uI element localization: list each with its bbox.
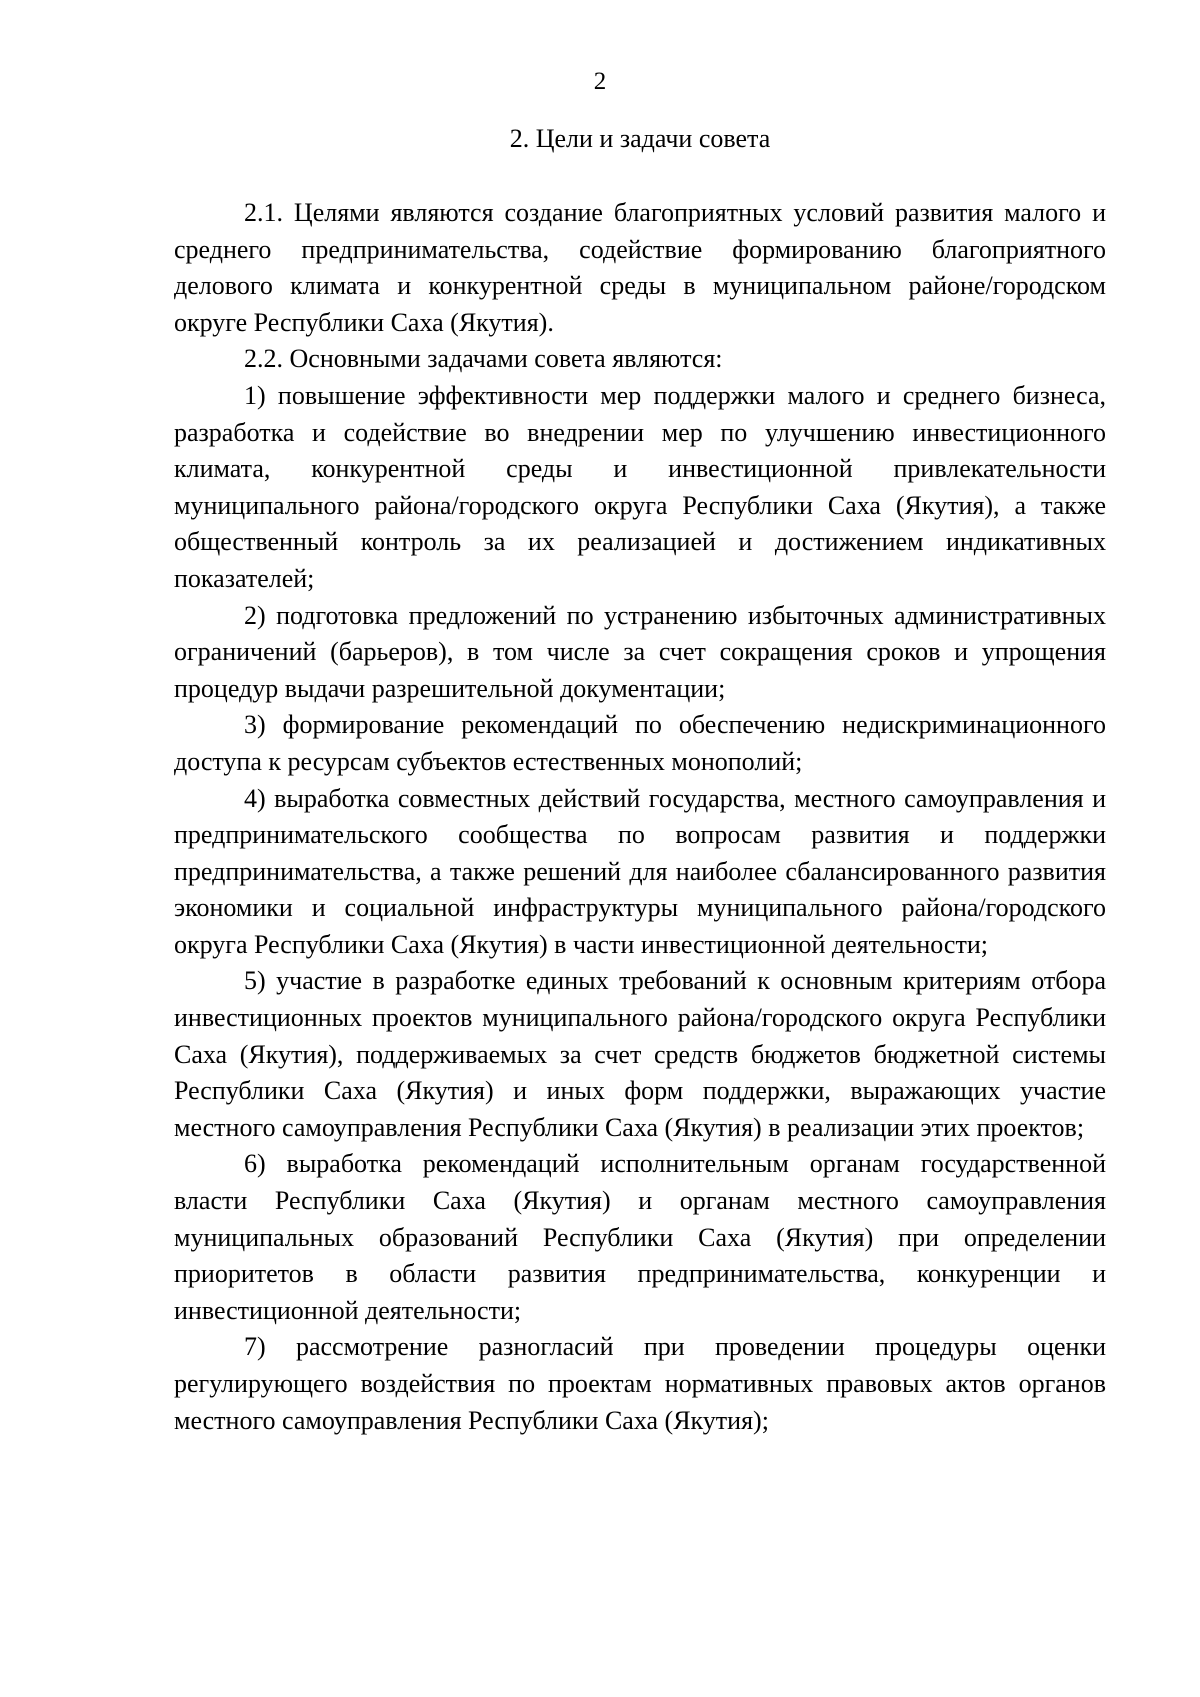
page-number: 2 [593, 68, 607, 95]
paragraph-tasks-intro: 2.2. Основными задачами совета являются: [244, 344, 723, 374]
document-body [174, 195, 1106, 1439]
list-item-2: 2) подготовка предложений по устранению избыточных административных ограничений (барьеров), в том числе за счет сокращения сроков и упрощения процедур выдачи разрешительной документации; [174, 600, 1106, 703]
list-item-4: 4) выработка совместных действий государства, местного самоуправления и предпринимательского сообщества по вопросам развития и поддержки предпринимательства, а также решений для наиболее сбалансированного развития экономики и социальной инфраструктуры муниципального района/городского округа Республики Саха (Якутия) в части инвестиционной деятельности; [174, 783, 1106, 959]
list-item-7: 7) рассмотрение разногласий при проведении процедуры оценки регулирующего воздействия по проектам нормативных правовых актов органов местного самоуправления Республики Саха (Якутия); [174, 1332, 1106, 1435]
section-heading: 2. Цели и задачи совета [509, 124, 771, 153]
paragraph-goals: 2.1. Целями являются создание благоприятных условий развития малого и среднего предпринимательства, содействие формированию благоприятного делового климата и конкурентной среды в муниципальном районе/городском округе Республики Саха (Якутия). [174, 198, 1106, 337]
list-item-5: 5) участие в разработке единых требований к основным критериям отбора инвестиционных проектов муниципального района/городского округа Республики Саха (Якутия), поддерживаемых за счет средств бюджетов бюджетной системы Республики Саха (Якутия) и иных форм поддержки, выражающих участие местного самоуправления Республики Саха (Якутия) в реализации этих проектов; [174, 966, 1106, 1142]
list-item-1: 1) повышение эффективности мер поддержки малого и среднего бизнеса, разработка и содействие во внедрении мер по улучшению инвестиционного климата, конкурентной среды и инвестиционной привлекательности муниципального района/городского округа Республики Саха (Якутия), а также общественный контроль за их реализацией и достижением индикативных показателей; [174, 380, 1106, 593]
list-item-3: 3) формирование рекомендаций по обеспечению недискриминационного доступа к ресурсам субъектов естественных монополий; [174, 710, 1106, 776]
list-item-6: 6) выработка рекомендаций исполнительным органам государственной власти Республики Саха (Якутия) и органам местного самоуправления муниципальных образований Республики Саха (Якутия) при определении приоритетов в области развития предпринимательства, конкуренции и инвестиционной деятельности; [174, 1149, 1106, 1325]
